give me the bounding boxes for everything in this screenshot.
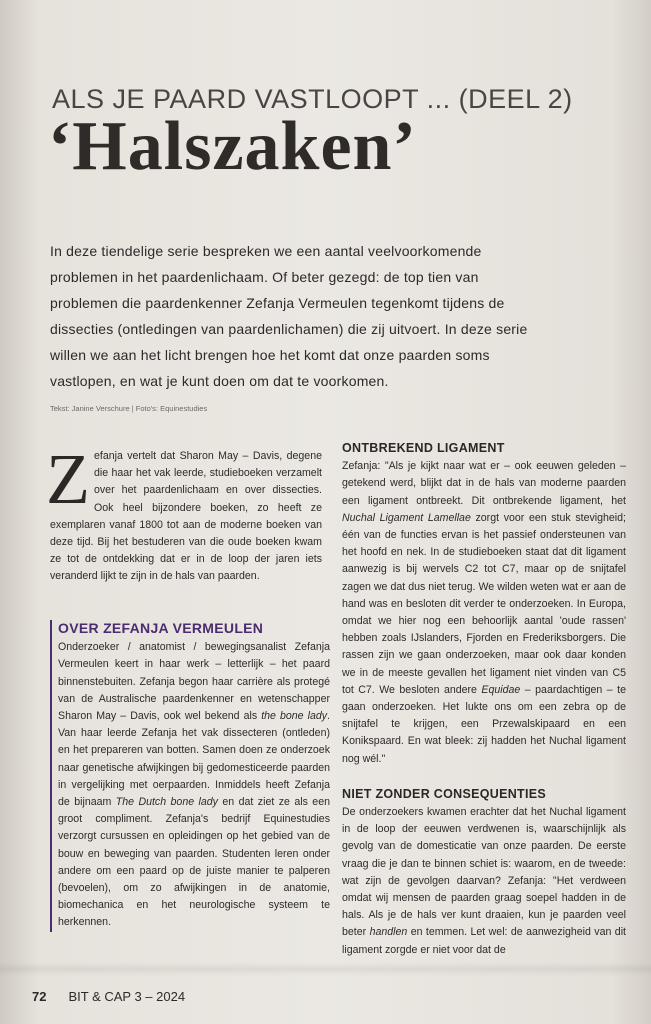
section-text-part: en temmen. Let wel: de aanwezigheid van dit ligament zorgde er niet voor dat de bbox=[342, 926, 626, 956]
show-through-band bbox=[0, 962, 651, 976]
series-kicker: ALS JE PAARD VASTLOOPT ... (DEEL 2) bbox=[52, 84, 573, 114]
sidebar-italic-term: The Dutch bone lady bbox=[115, 796, 218, 809]
section-heading-consequences: NIET ZONDER CONSEQUENTIES bbox=[342, 786, 547, 801]
sidebar-italic-term: the bone lady bbox=[261, 710, 328, 723]
opening-text: efanja vertelt dat Sharon May – Davis, degene die haar het vak leerde, studieboeken verzamelt over het paardenlichaam en over dissecties. Ook heel bijzondere boeken, zo heeft ze exemplaren vanaf 1800 tot aan de moderne boeken van deze tijd. Bij het bestuderen van die oude boeken kwam ze tot de ontdekking dat er in de loop der jaren iets veranderd lijkt te zijn in de hals van paarden. bbox=[50, 450, 322, 583]
section-text-part: Zefanja: "Als je kijkt naar wat er – ook eeuwen geleden – getekend werd, blijkt dat in de hals van moderne paarden een ligament ontbreekt. Dit ontbrekende ligament, het bbox=[342, 460, 626, 507]
sidebar-text-part: . Van haar leerde Zefanja het vak dissecteren (ontleden) en het prepareren van botten. Samen doen ze onderzoek naar genetische afwijkingen bij gedomesticeerde paarden in vergelijking met oerpaarden. Inmiddels heeft Zefanja de bijnaam bbox=[58, 710, 330, 809]
page-footer bbox=[32, 989, 185, 1004]
section-text-part: De onderzoekers kwamen erachter dat het Nuchal ligament in de loop der eeuwen verdwenen is, waarschijnlijk als gevolg van de domesticatie van onze paarden. De eerste vraag die je dan te binnen schiet is: waarom, en de tweede: wat zijn de gevolgen daarvan? Zefanja: "Het verdween omdat wij mensen de paarden graag soepel hadden in de hals. Als je de hals ver kunt draaien, kun je paarden veel beter bbox=[342, 806, 626, 939]
sidebar-text-part: Onderzoeker / anatomist / bewegingsanalist Zefanja Vermeulen keert in haar werk – letterlijk – het paard binnenstebuiten. Zefanja begon haar carrière als protegé van de Australische paardenkenner en wetenschapper Sharon May – Davis, ook wel bekend als bbox=[58, 641, 330, 723]
section-heading-ligament: ONTBREKEND LIGAMENT bbox=[342, 441, 505, 455]
intro-paragraph: In deze tiendelige serie bespreken we een aantal veelvoorkomende problemen in het paardenlichaam. Of beter gezegd: de top tien van problemen die paardenkenner Zefanja Vermeulen tegenkomt tijdens de dissecties (ontledingen van paardenlichamen) die zij uitvoert. In deze serie willen we aan het licht brengen hoe het komt dat onze paarden soms vastlopen, en wat je kunt doen om dat te voorkomen. bbox=[50, 243, 528, 389]
section-text-consequences bbox=[342, 804, 626, 959]
section-italic-term: Equidae bbox=[481, 683, 521, 696]
section-text-part: – paardachtigen – te gaan onderzoeken. Het lukte ons om een zebra op de snijtafel te krijgen, een Przewalskipaard en een Konikspaard. En wat bleek: zij hadden het Nuchal ligament nog wél." bbox=[342, 683, 627, 765]
page-number: 72 bbox=[32, 989, 47, 1004]
sidebar-box bbox=[50, 620, 330, 932]
sidebar-text bbox=[58, 639, 330, 931]
publication-name: BIT & CAP 3 – 2024 bbox=[68, 989, 186, 1004]
drop-cap: Z bbox=[46, 439, 90, 519]
section-italic-term: handlen bbox=[369, 926, 408, 939]
photo-credit: Tekst: Janine Verschure | Foto's: Equinestudies bbox=[50, 404, 208, 413]
sidebar-text-part: en dat ziet ze als een groot compliment. Zefanja's bedrijf Equinestudies verzorgt cursussen en opleidingen op het gebied van de bouw en beweging van paarden. Studenten leren onder andere om een paard op de juiste manier te palperen (bevoelen), om zo afwijkingen in de anatomie, biomechanica en het neurologische systeem te herkennen. bbox=[58, 796, 330, 929]
right-column bbox=[342, 440, 626, 977]
section-italic-term: Nuchal Ligament Lamellae bbox=[342, 511, 471, 524]
article-title: ‘Halszaken’ bbox=[48, 108, 417, 185]
section-text-part: zorgt voor een stuk stevigheid; één van de functies ervan is het passief ondersteunen van het hoofd en nek. In de studieboeken staat dat dit ligament aanwezig is bij wervels C2 tot C7, maar op de snijtafel zagen we dat dus niet terug. We wilden weten wat er aan de hand was en besloten dit verder te onderzoeken. In Europa, omdat we hier nog een behoorlijk aantal 'oude rassen' hebben zoals IJslanders, Fjorden en Frederiksborgers. Die rassen zijn we gaan onderzoeken, maar ook daar konden we in de meeste gevallen het ligament niet vinden van C5 tot C7. We besloten andere bbox=[342, 511, 626, 696]
opening-paragraph bbox=[46, 439, 322, 586]
left-column bbox=[46, 439, 322, 586]
sidebar-heading: OVER ZEFANJA VERMEULEN bbox=[58, 620, 264, 636]
section-text-ligament bbox=[342, 458, 626, 768]
